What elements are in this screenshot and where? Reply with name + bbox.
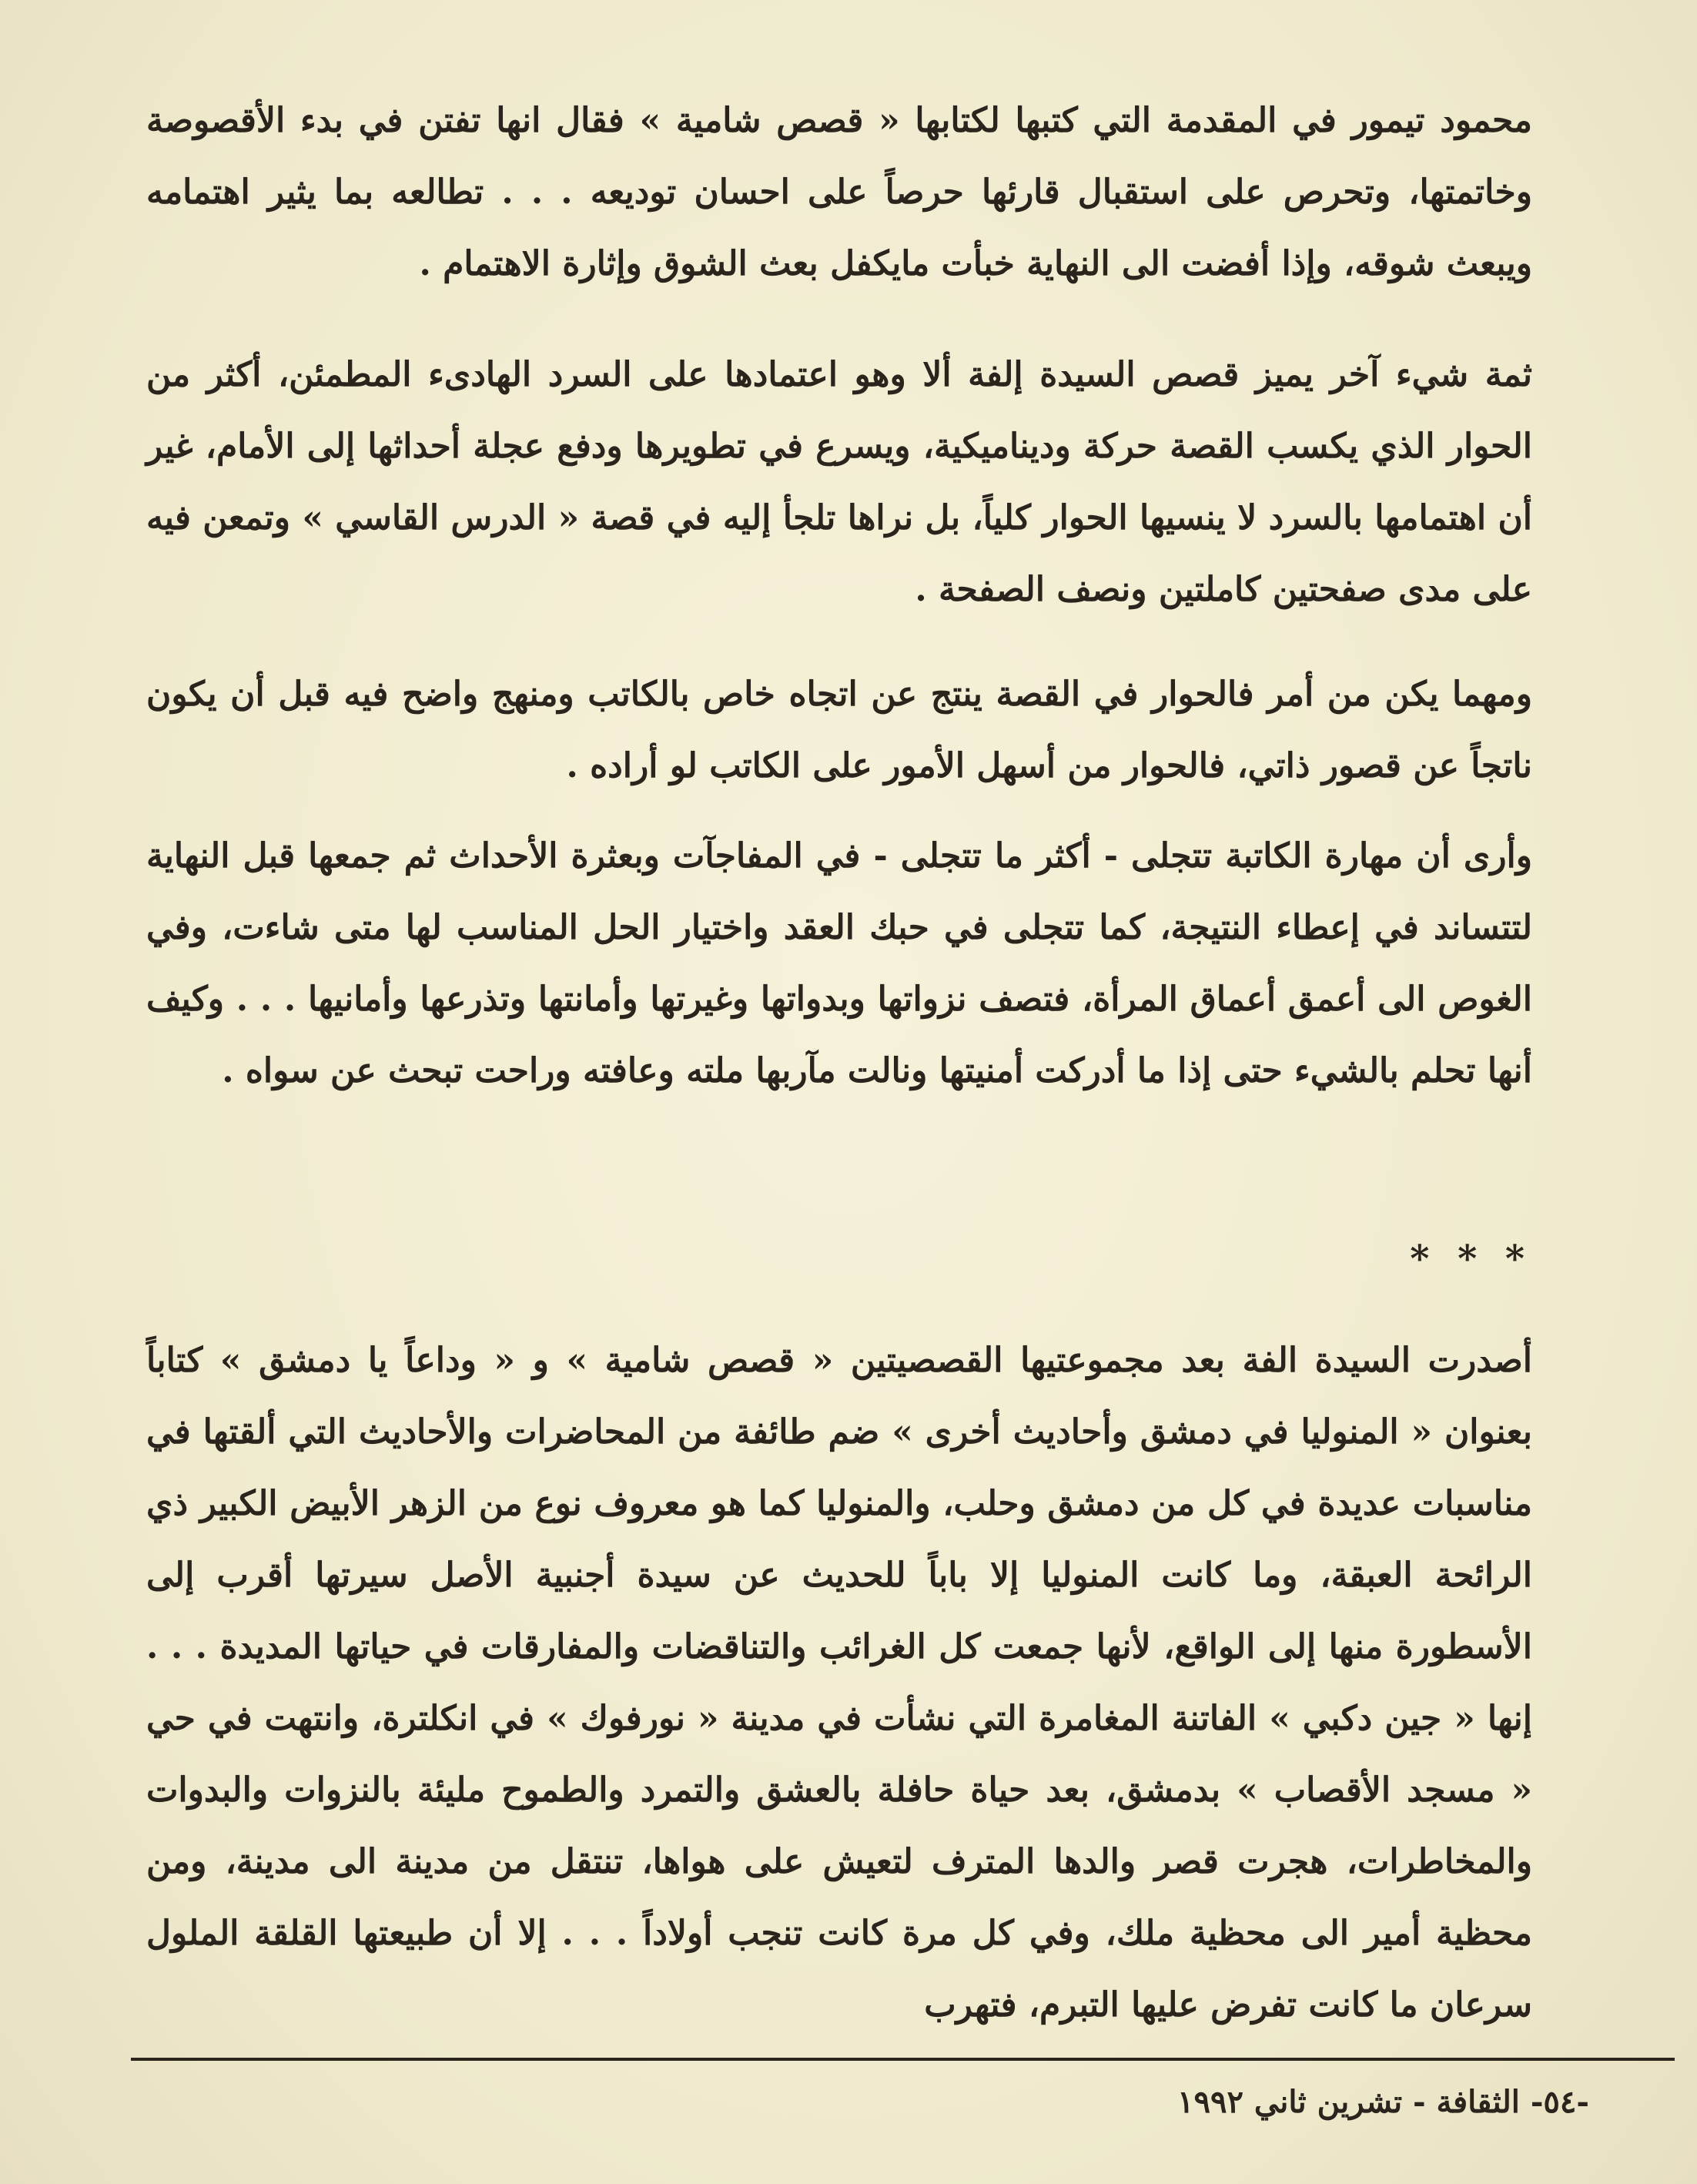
paragraph-4: وأرى أن مهارة الكاتبة تتجلى - أكثر ما تتجلى - في المفاجآت وبعثرة الأحداث ثم جمعها قبل النهاية لتتساند في إعطاء النتيجة، كما تتجلى في حبك العقد واختيار الحل المناسب لها متى شاءت، وفي الغوص الى أعمق أعماق المرأة، فتصف نزواتها وبدواتها وغيرتها وأمانتها وتذرعها وأمانيها . . . وكيف أنها تحلم بالشيء حتى إذا ما أدركت أمنيتها ونالت مآربها ملته وعافته وراحت تبحث عن سواه . [146,836,1532,1090]
page-footer: -٥٤- الثقافة - تشرين ثاني ١٩٩٢ [1177,2084,1589,2120]
footer-rule [131,2058,1675,2061]
paragraph-1: محمود تيمور في المقدمة التي كتبها لكتابها « قصص شامية » فقال انها تفتن في بدء الأقصوصة وخاتمتها، وتحرص على استقبال قارئها حرصاً على احسان توديعه . . . تطالعه بما يثير اهتمامه ويبعث شوقه، وإذا أفضت الى النهاية خبأت مايكفل بعث الشوق وإثارة الاهتمام . [146,101,1532,283]
paragraph-3: ومهما يكن من أمر فالحوار في القصة ينتج عن اتجاه خاص بالكاتب ومنهج واضح فيه قبل أن يكون ناتجاً عن قصور ذاتي، فالحوار من أسهل الأمور على الكاتب لو أراده . [146,675,1532,786]
section-separator: * * * [1410,1238,1532,1281]
paragraph-2: ثمة شيء آخر يميز قصص السيدة إلفة ألا وهو اعتمادها على السرد الهادىء المطمئن، أكثر من الحوار الذي يكسب القصة حركة وديناميكية، ويسرع في تطويرها ودفع عجلة أحداثها إلى الأمام، غير أن اهتمامها بالسرد لا ينسيها الحوار كلياً، بل نراها تلجأ إليه في قصة « الدرس القاسي » وتمعن فيه على مدى صفحتين كاملتين ونصف الصفحة . [146,355,1533,609]
paragraph-5: أصدرت السيدة الفة بعد مجموعتيها القصصيتين « قصص شامية » و « وداعاً يا دمشق » كتاباً بعنوان « المنوليا في دمشق وأحاديث أخرى » ضم طائفة من المحاضرات والأحاديث التي ألقتها في مناسبات عديدة في كل من دمشق وحلب، والمنوليا كما هو معروف نوع من الزهر الأبيض الكبير ذي الرائحة العبقة، وما كانت المنوليا إلا باباً للحديث عن سيدة أجنبية الأصل سيرتها أقرب إلى الأسطورة منها إلى الواقع، لأنها جمعت كل الغرائب والتناقضات والمفارقات في حياتها المديدة . . . إنها « جين دكبي » الفاتنة المغامرة التي نشأت في مدينة « نورفوك » في انكلترة، وانتهت في حي « مسجد الأقصاب » بدمشق، بعد حياة حافلة بالعشق والتمرد والطموح مليئة بالنزوات والبدوات والمخاطرات، هجرت قصر والدها المترف لتعيش على هواها، تنتقل من مدينة الى مدينة، ومن محظية أمير الى محظية ملك، وفي كل مرة كانت تنجب أولاداً . . . إلا أن طبيعتها القلقة الملول سرعان ما كانت تفرض عليها التبرم، فتهرب [146,1341,1532,2025]
